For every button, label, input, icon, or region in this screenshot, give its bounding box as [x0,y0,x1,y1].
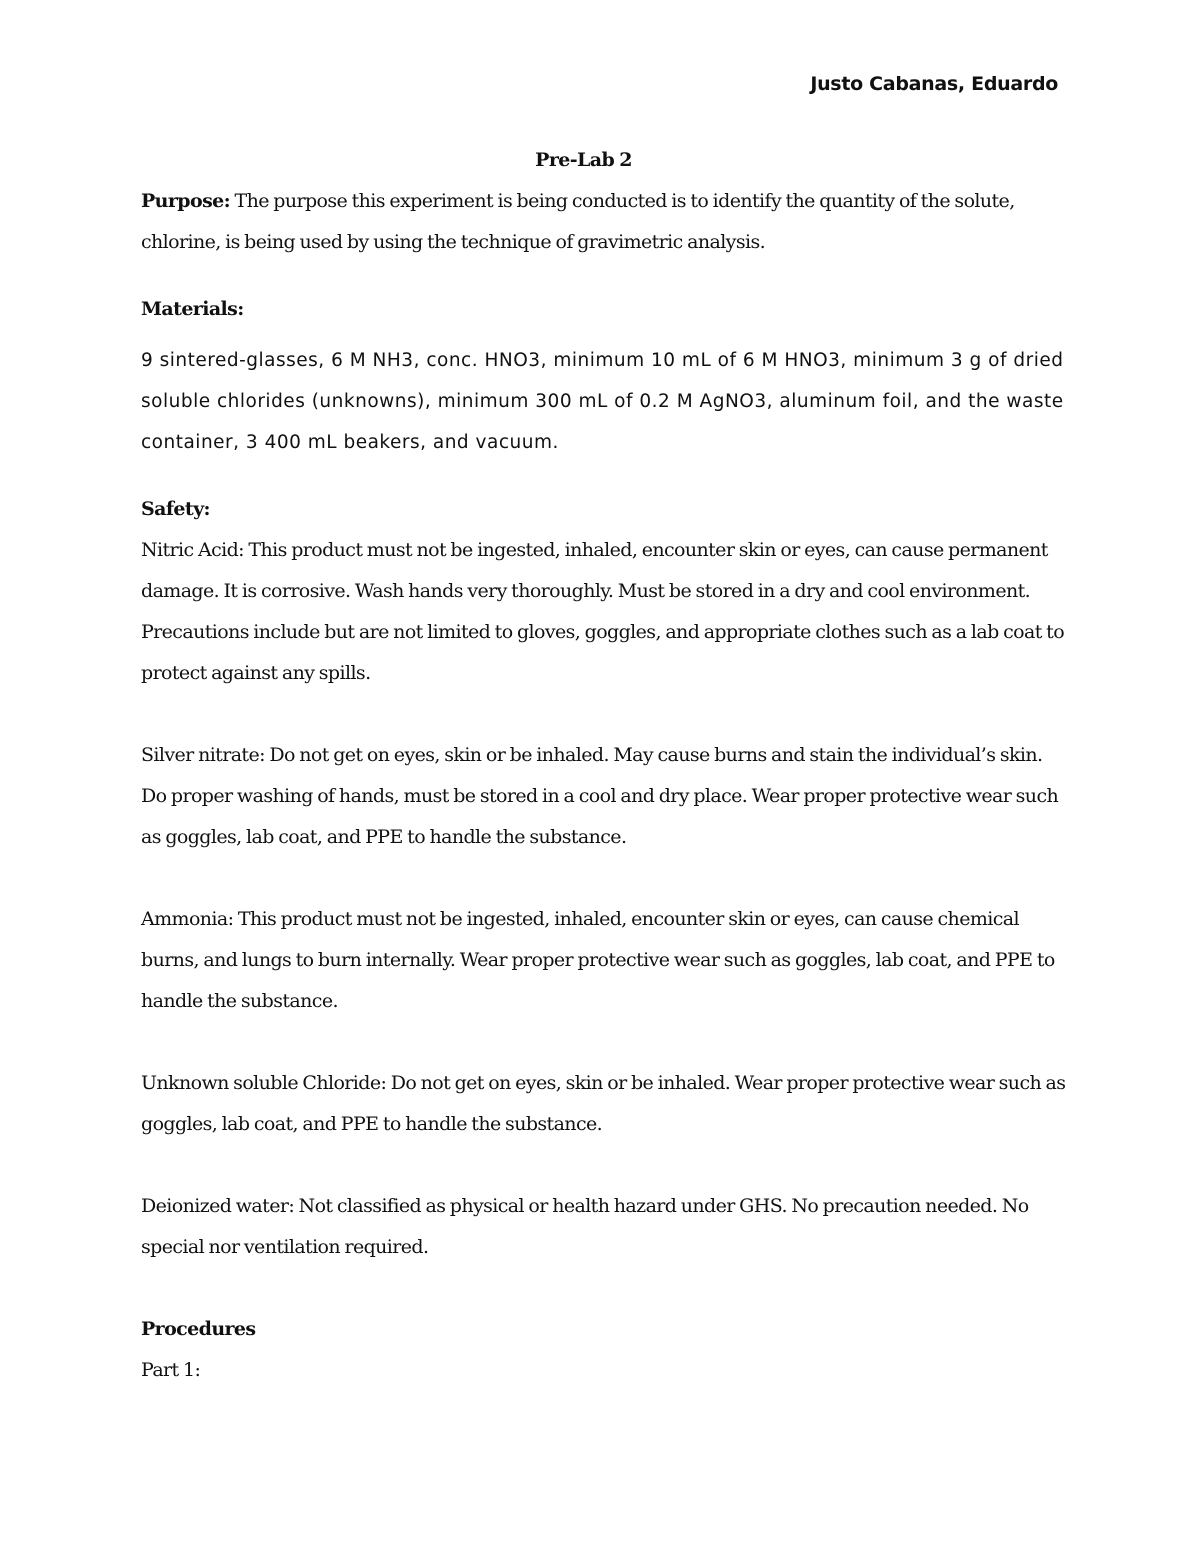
safety-heading: Safety: [141,498,210,520]
document-body [141,140,1066,1391]
safety-nitric-acid: Nitric Acid: This product must not be ingested, inhaled, encounter skin or eyes, can cause permanent damage. It is corrosive. Wash hands very thoroughly. Must be stored in a dry and cool environment. Precautions include but are not limited to gloves, goggles, and appropriate clothes such as a lab coat to protect against any spills. [141,539,1065,684]
safety-unknown-chloride: Unknown soluble Chloride: Do not get on eyes, skin or be inhaled. Wear proper protective wear such as goggles, lab coat, and PPE to handle the substance. [141,1072,1066,1135]
procedures-heading: Procedures [141,1318,256,1340]
author-name: Justo Cabanas, Eduardo [810,73,1058,95]
safety-deionized-water: Deionized water: Not classified as physical or health hazard under GHS. No precaution needed. No special nor ventilation required. [141,1195,1029,1258]
purpose-label: Purpose: [141,190,231,212]
purpose-text: The purpose this experiment is being conducted is to identify the quantity of the solute, chlorine, is being used by using the technique of gravimetric analysis. [141,190,1015,253]
safety-silver-nitrate: Silver nitrate: Do not get on eyes, skin or be inhaled. May cause burns and stain the individual’s skin. Do proper washing of hands, must be stored in a cool and dry place. Wear proper protective wear such as goggles, lab coat, and PPE to handle the substance. [141,744,1059,848]
procedures-part1: Part 1: [141,1359,201,1381]
materials-heading: Materials: [141,298,244,320]
materials-text: 9 sintered-glasses, 6 M NH3, conc. HNO3, minimum 10 mL of 6 M HNO3, minimum 3 g of dried soluble chlorides (unknowns), minimum 300 mL of 0.2 M AgNO3, aluminum foil, and the waste container, 3 400 mL beakers, and vacuum. [141,350,1064,453]
page-title: Pre-Lab 2 [535,149,632,171]
safety-ammonia: Ammonia: This product must not be ingested, inhaled, encounter skin or eyes, can cause chemical burns, and lungs to burn internally. Wear proper protective wear such as goggles, lab coat, and PPE to handle the substance. [141,908,1055,1012]
purpose-paragraph [141,181,1066,263]
